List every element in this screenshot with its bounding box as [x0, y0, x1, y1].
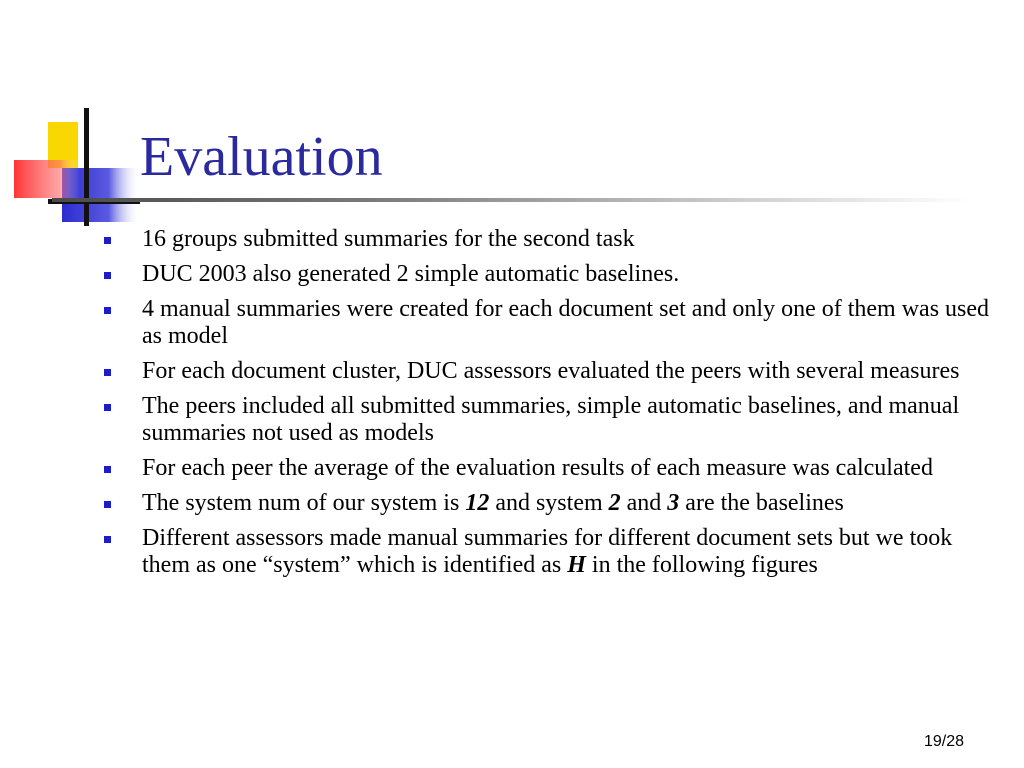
bullet-item [104, 358, 1004, 385]
bullet-square-icon [104, 369, 111, 376]
bullet-item [104, 490, 1004, 517]
bullet-text-segment: 4 manual summaries were created for each document set and only one of them was used as model [142, 296, 990, 349]
bullet-text-segment: and [620, 490, 668, 516]
bullet-text [142, 393, 959, 446]
bullet-item [104, 226, 1004, 253]
bullet-text [142, 261, 679, 287]
bullet-text-segment: For each peer the average of the evaluation results of each measure was calculated [142, 455, 933, 481]
bullet-square-icon [104, 536, 111, 543]
bullet-item [104, 455, 1004, 482]
slide-title: Evaluation [140, 126, 383, 188]
bullet-square-icon [104, 272, 111, 279]
bullet-emphasis: 12 [465, 490, 490, 516]
bullet-emphasis: 2 [608, 490, 621, 516]
bullet-emphasis: 3 [667, 490, 680, 516]
bullet-text-segment: The system num of our system is [142, 490, 466, 516]
bullet-text-segment: Different assessors made manual summaries for different document sets but we took them as one “system” which is identified as [142, 525, 953, 578]
bullet-text-segment: are the baselines [679, 490, 844, 516]
bullet-text [142, 296, 989, 349]
bullet-item [104, 261, 1004, 288]
bullet-text-segment: DUC 2003 also generated 2 simple automatic baselines. [142, 261, 680, 287]
bullet-text [142, 490, 844, 516]
bullet-square-icon [104, 307, 111, 314]
page-number: 19/28 [923, 733, 964, 750]
bullet-text-segment: and system [489, 490, 609, 516]
bullet-emphasis: H [567, 552, 586, 578]
bullet-text [142, 358, 959, 384]
bullet-list [104, 226, 1004, 587]
bullet-item [104, 525, 1004, 579]
slide-logo-icon [0, 0, 140, 240]
title-divider [52, 198, 972, 202]
bullet-square-icon [104, 466, 111, 473]
bullet-square-icon [104, 501, 111, 508]
bullet-item [104, 393, 1004, 447]
bullet-text [142, 525, 952, 578]
bullet-item [104, 296, 1004, 350]
bullet-square-icon [104, 237, 111, 244]
bullet-text-segment: in the following figures [585, 552, 818, 578]
bullet-text-segment: The peers included all submitted summaries, simple automatic baselines, and manual summaries not used as models [142, 393, 960, 446]
bullet-square-icon [104, 404, 111, 411]
bullet-text-segment: For each document cluster, DUC assessors evaluated the peers with several measures [142, 358, 960, 384]
bullet-text [142, 226, 635, 252]
bullet-text [142, 455, 933, 481]
bullet-text-segment: 16 groups submitted summaries for the second task [142, 226, 635, 252]
